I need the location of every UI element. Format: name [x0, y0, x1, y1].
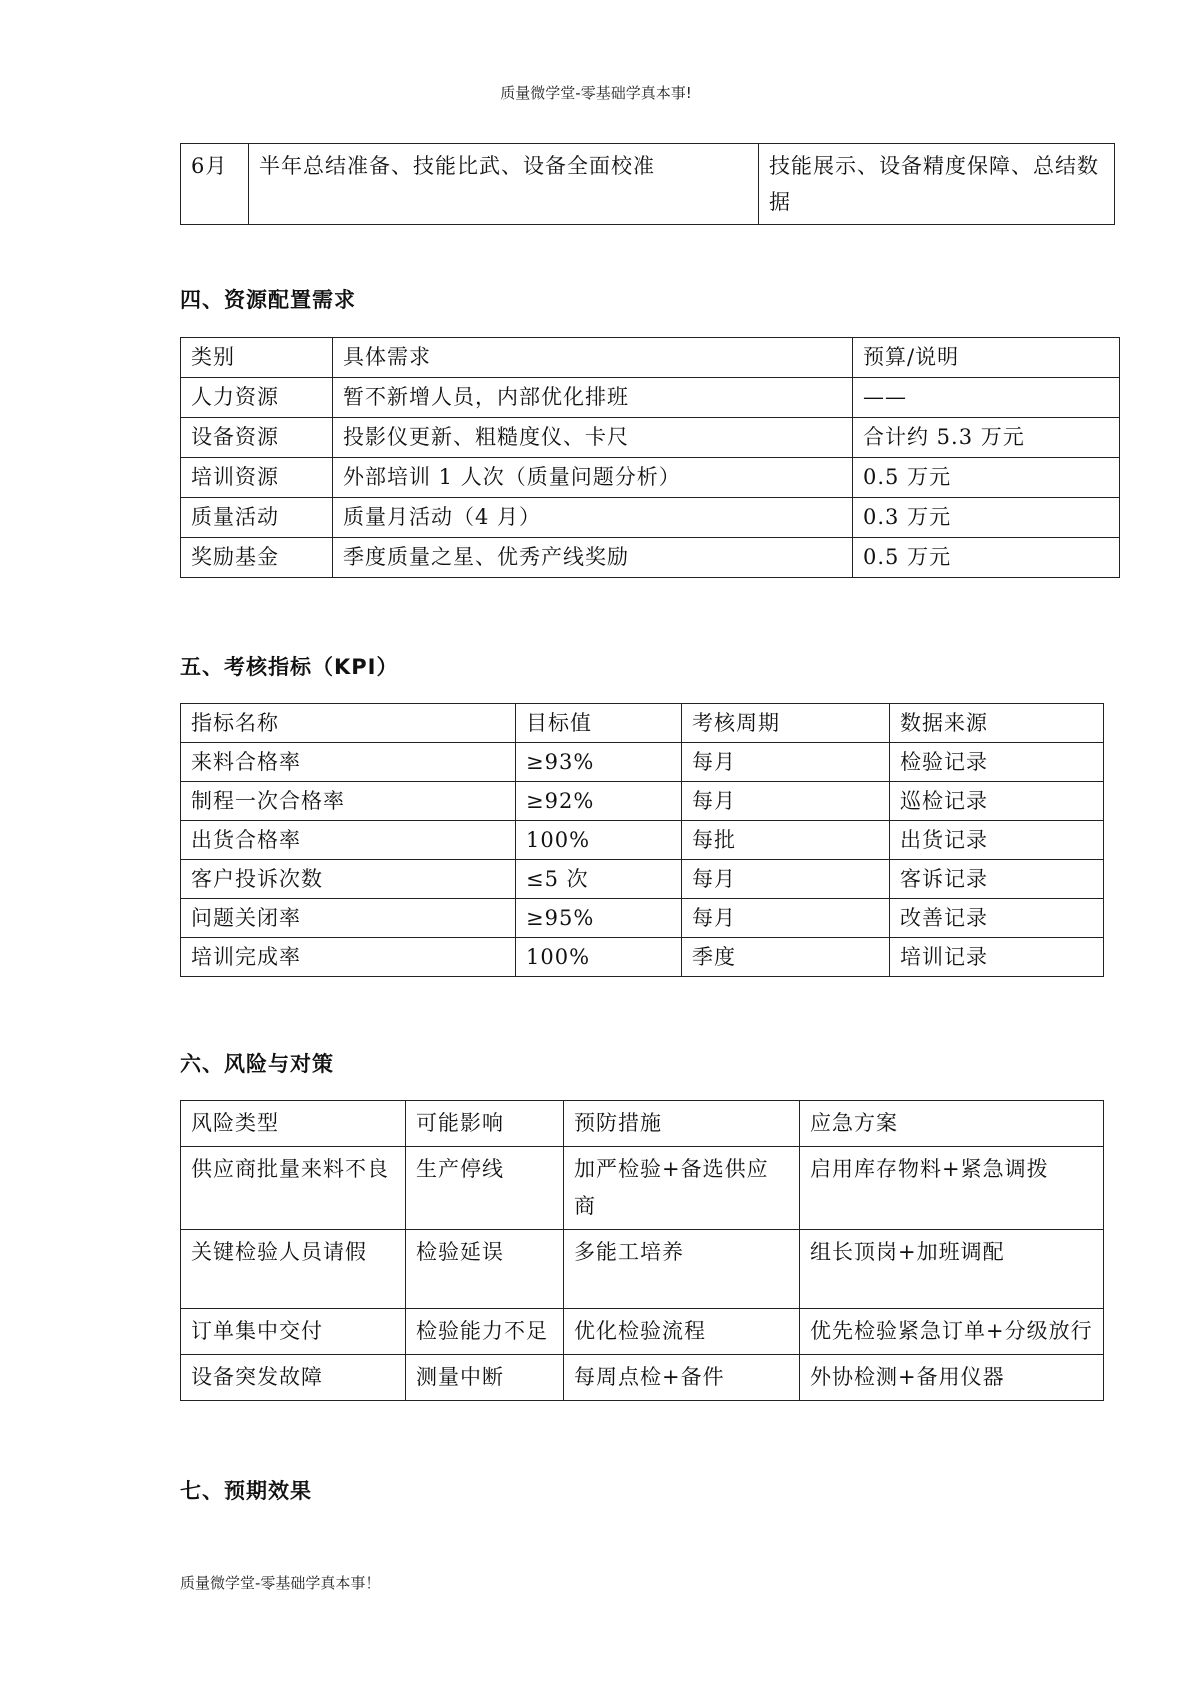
section-title-expected-effects: 七、预期效果	[180, 1479, 312, 1503]
table-cell: 0.3 万元	[853, 498, 1120, 538]
table-cell: 培训记录	[890, 938, 1104, 977]
table-cell: 优先检验紧急订单+分级放行	[800, 1309, 1104, 1355]
table-cell: 外协检测+备用仪器	[800, 1355, 1104, 1401]
risk-table	[180, 1100, 1104, 1401]
table-cell: 客户投诉次数	[181, 860, 516, 899]
table-cell: 测量中断	[406, 1355, 564, 1401]
table-cell: 质量月活动（4 月）	[333, 498, 853, 538]
table-cell: 季度质量之星、优秀产线奖励	[333, 538, 853, 578]
table-header-row	[181, 1101, 1104, 1147]
table-cell: 暂不新增人员，内部优化排班	[333, 378, 853, 418]
june-plan-table	[180, 143, 1115, 225]
table-cell: 外部培训 1 人次（质量问题分析）	[333, 458, 853, 498]
table-cell: 每周点检+备件	[564, 1355, 800, 1401]
table-cell: 订单集中交付	[181, 1309, 406, 1355]
table-cell: 培训完成率	[181, 938, 516, 977]
table-cell: 0.5 万元	[853, 538, 1120, 578]
page-footer: 质量微学堂-零基础学真本事！	[180, 1574, 381, 1592]
table-row	[181, 144, 1115, 225]
section-title-resources: 四、资源配置需求	[180, 288, 356, 312]
output-cell: 技能展示、设备精度保障、总结数据	[759, 144, 1115, 225]
table-cell: 生产停线	[406, 1147, 564, 1230]
table-row	[181, 899, 1104, 938]
table-cell: 100%	[516, 938, 682, 977]
table-cell: 质量活动	[181, 498, 333, 538]
month-cell: 6月	[181, 144, 249, 225]
table-cell: 启用库存物料+紧急调拨	[800, 1147, 1104, 1230]
table-row	[181, 1309, 1104, 1355]
table-cell: 季度	[682, 938, 890, 977]
table-cell: 加严检验+备选供应商	[564, 1147, 800, 1230]
table-cell: 改善记录	[890, 899, 1104, 938]
table-cell: 客诉记录	[890, 860, 1104, 899]
header-cell: 应急方案	[800, 1101, 1104, 1147]
table-row	[181, 378, 1120, 418]
header-cell: 指标名称	[181, 704, 516, 743]
table-cell: 每月	[682, 860, 890, 899]
table-row	[181, 743, 1104, 782]
section-title-risks: 六、风险与对策	[180, 1052, 334, 1076]
table-cell: 优化检验流程	[564, 1309, 800, 1355]
table-cell: 培训资源	[181, 458, 333, 498]
table-cell: 设备资源	[181, 418, 333, 458]
table-cell: 奖励基金	[181, 538, 333, 578]
table-cell: 问题关闭率	[181, 899, 516, 938]
header-cell: 预算/说明	[853, 338, 1120, 378]
table-row	[181, 1147, 1104, 1230]
table-cell: 巡检记录	[890, 782, 1104, 821]
table-row	[181, 458, 1120, 498]
tasks-cell: 半年总结准备、技能比武、设备全面校准	[249, 144, 759, 225]
table-cell: 供应商批量来料不良	[181, 1147, 406, 1230]
table-row	[181, 418, 1120, 458]
table-cell: 出货合格率	[181, 821, 516, 860]
table-cell: 多能工培养	[564, 1230, 800, 1309]
table-cell: 检验能力不足	[406, 1309, 564, 1355]
table-cell: 合计约 5.3 万元	[853, 418, 1120, 458]
table-cell: 0.5 万元	[853, 458, 1120, 498]
header-cell: 数据来源	[890, 704, 1104, 743]
table-cell: ≥95%	[516, 899, 682, 938]
page-header: 质量微学堂-零基础学真本事!	[500, 84, 692, 102]
header-cell: 目标值	[516, 704, 682, 743]
table-cell: 设备突发故障	[181, 1355, 406, 1401]
header-cell: 具体需求	[333, 338, 853, 378]
header-cell: 预防措施	[564, 1101, 800, 1147]
table-cell: 关键检验人员请假	[181, 1230, 406, 1309]
header-cell: 风险类型	[181, 1101, 406, 1147]
section-title-kpi: 五、考核指标（KPI）	[180, 655, 399, 679]
table-cell: 投影仪更新、粗糙度仪、卡尺	[333, 418, 853, 458]
table-row	[181, 782, 1104, 821]
table-cell: 100%	[516, 821, 682, 860]
table-cell: 检验延误	[406, 1230, 564, 1309]
table-cell: ≤5 次	[516, 860, 682, 899]
table-cell: 每批	[682, 821, 890, 860]
kpi-table	[180, 703, 1104, 977]
table-row	[181, 860, 1104, 899]
header-cell: 考核周期	[682, 704, 890, 743]
table-cell: 每月	[682, 743, 890, 782]
resource-table	[180, 337, 1120, 578]
table-cell: 每月	[682, 782, 890, 821]
table-cell: 制程一次合格率	[181, 782, 516, 821]
table-row	[181, 1230, 1104, 1309]
table-row	[181, 1355, 1104, 1401]
header-cell: 可能影响	[406, 1101, 564, 1147]
table-row	[181, 938, 1104, 977]
table-row	[181, 821, 1104, 860]
table-cell: 组长顶岗+加班调配	[800, 1230, 1104, 1309]
table-cell: 人力资源	[181, 378, 333, 418]
table-header-row	[181, 338, 1120, 378]
table-row	[181, 498, 1120, 538]
table-header-row	[181, 704, 1104, 743]
table-cell: 每月	[682, 899, 890, 938]
header-cell: 类别	[181, 338, 333, 378]
table-cell: ≥93%	[516, 743, 682, 782]
table-cell: ≥92%	[516, 782, 682, 821]
table-cell: ——	[853, 378, 1120, 418]
table-row	[181, 538, 1120, 578]
table-cell: 来料合格率	[181, 743, 516, 782]
table-cell: 检验记录	[890, 743, 1104, 782]
table-cell: 出货记录	[890, 821, 1104, 860]
